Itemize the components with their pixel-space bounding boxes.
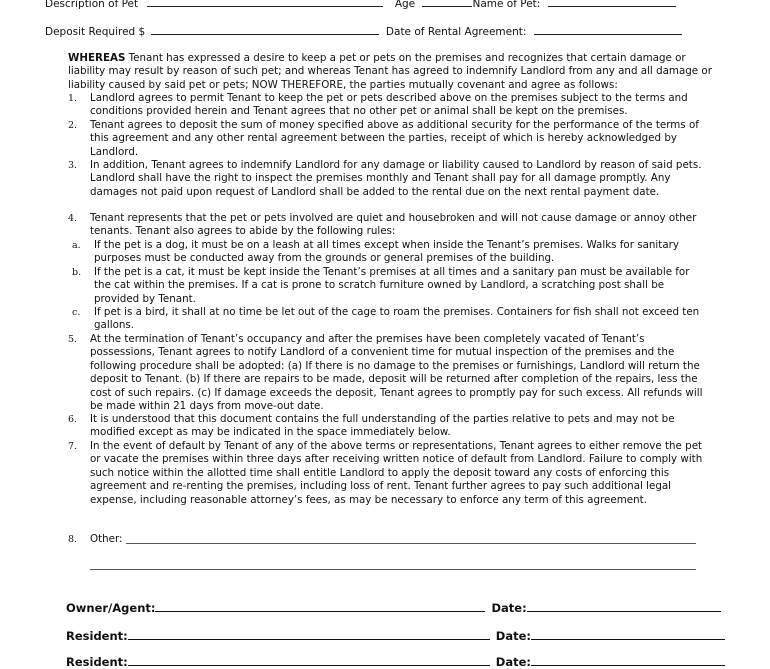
resident-2-signature-field[interactable]	[128, 654, 490, 666]
deposit-row	[45, 25, 682, 38]
whereas-lead: WHEREAS	[68, 52, 126, 64]
rule-letter: c.	[72, 307, 81, 318]
rule-text: If pet is a bird, it shall at no time be let out of the cage to roam the premises. Containers for fish shall not exceed ten gallons.	[94, 306, 700, 332]
clause-number: 7.	[68, 441, 78, 452]
rental-date-label: Date of Rental Agreement:	[385, 26, 527, 38]
resident-date-label: Date:	[495, 629, 531, 643]
pet-name-label: Name of Pet:	[472, 0, 541, 10]
clause-text: Tenant agrees to deposit the sum of money specified above as additional security for the performance of the terms of this agreement and any other rental agreement between the parties, receipt of which is hereby acknowledged by Landlord.	[90, 119, 699, 158]
rule-text: If the pet is a dog, it must be on a leash at all times except when inside the Tenant’s premises. Walks for sanitary purposes must be conducted away from the grounds or general premises of the building.	[94, 239, 679, 265]
pet-description-label: Description of Pet	[45, 0, 139, 10]
clause-number: 4.	[68, 213, 78, 224]
resident-signature-row	[66, 628, 725, 643]
pet-description-row	[45, 0, 676, 10]
resident-2-date-field[interactable]	[531, 654, 725, 666]
pet-description-field[interactable]	[147, 0, 383, 7]
other-line-2[interactable]	[90, 569, 696, 570]
clause-number: 8.	[68, 534, 78, 545]
whereas-text: Tenant has expressed a desire to keep a pet or pets on the premises and recognizes that certain damage or liability may result by reason of such pet; and whereas Tenant has agreed to indemnify Landlord from any and all damage or liability caused by said pet or pets; NOW THEREFORE, the parties mutually covenant and agree as follows:	[68, 52, 712, 91]
pet-name-field[interactable]	[548, 0, 676, 7]
rule-letter: b.	[72, 267, 82, 278]
deposit-label: Deposit Required $	[45, 26, 146, 38]
clause-text: Tenant represents that the pet or pets involved are quiet and housebroken and will not cause damage or annoy other tenants. Tenant also agrees to abide by the following rules:	[90, 212, 697, 238]
whereas-paragraph	[68, 52, 718, 92]
clause-text: It is understood that this document contains the full understanding of the parties relative to pets and may not be modified except as may be indicated in the space immediately below.	[90, 413, 675, 439]
clause-text: In the event of default by Tenant of any of the above terms or representations, Tenant agrees to either remove the pet or vacate the premises within three days after receiving written notice of default from Landlord. Failure to comply with such notice within the allotted time shall entitle Landlord to apply the deposit toward any costs of enforcing this agreement and re-renting the premises, including loss of rent. Tenant further agrees to pay such additional legal expense, including reasonable attorney’s fees, as may be necessary to enforce any term of this agreement.	[90, 440, 703, 506]
clause-number: 5.	[68, 334, 78, 345]
pet-age-field[interactable]	[422, 0, 472, 7]
clause-number: 6.	[68, 414, 78, 425]
pet-age-label: Age	[394, 0, 416, 10]
owner-signature-row	[66, 600, 721, 615]
owner-date-field[interactable]	[527, 600, 721, 612]
resident-2-date-label: Date:	[495, 655, 531, 669]
clause-text: At the termination of Tenant’s occupancy and after the premises have been completely vacated of Tenant’s possessions, Tenant agrees to notify Landlord of a convenient time for mutual inspection of the premises and the following procedure shall be adopted: (a) If there is no damage to the premises or furnishings, Landlord will return the deposit to Tenant. (b) If there are repairs to be made, deposit will be returned after completion of the repairs, less the cost of such repairs. (c) If damage exceeds the deposit, Tenant agrees to promptly pay for such excess. All refunds will be made within 21 days from move-out date.	[90, 333, 703, 413]
other-line-1[interactable]	[126, 543, 696, 544]
clause-text: Landlord agrees to permit Tenant to keep the pet or pets described above on the premises subject to the terms and conditions provided herein and Tenant agrees that no other pet or animal shall be kept on the premises.	[90, 92, 688, 118]
owner-date-label: Date:	[491, 601, 527, 615]
clause-number: 1.	[68, 93, 78, 104]
resident-date-field[interactable]	[531, 628, 725, 640]
resident-2-signature-row	[66, 654, 725, 669]
clause-number: 3.	[68, 160, 78, 171]
deposit-field[interactable]	[151, 25, 379, 35]
clause-text: In addition, Tenant agrees to indemnify Landlord for any damage or liability caused to Landlord by reason of said pets. Landlord shall have the right to inspect the premises monthly and Tenant shall pay for all damage promptly. Any damages not paid upon request of Landlord shall be added to the rental due on the next rental payment date.	[90, 159, 702, 198]
owner-agent-label: Owner/Agent:	[66, 601, 156, 615]
rental-date-field[interactable]	[534, 25, 682, 35]
resident-signature-field[interactable]	[128, 628, 490, 640]
rule-text: If the pet is a cat, it must be kept inside the Tenant’s premises at all times and a sanitary pan must be available for the cat within the premises. If a cat is prone to scratch furniture owned by Landlord, a scratching post shall be provided by Tenant.	[94, 266, 690, 305]
rule-letter: a.	[72, 240, 81, 251]
resident-label: Resident:	[66, 629, 128, 643]
resident-2-label: Resident:	[66, 655, 128, 669]
clause-number: 2.	[68, 120, 78, 131]
other-label: Other:	[90, 533, 123, 545]
owner-agent-signature-field[interactable]	[155, 600, 485, 612]
